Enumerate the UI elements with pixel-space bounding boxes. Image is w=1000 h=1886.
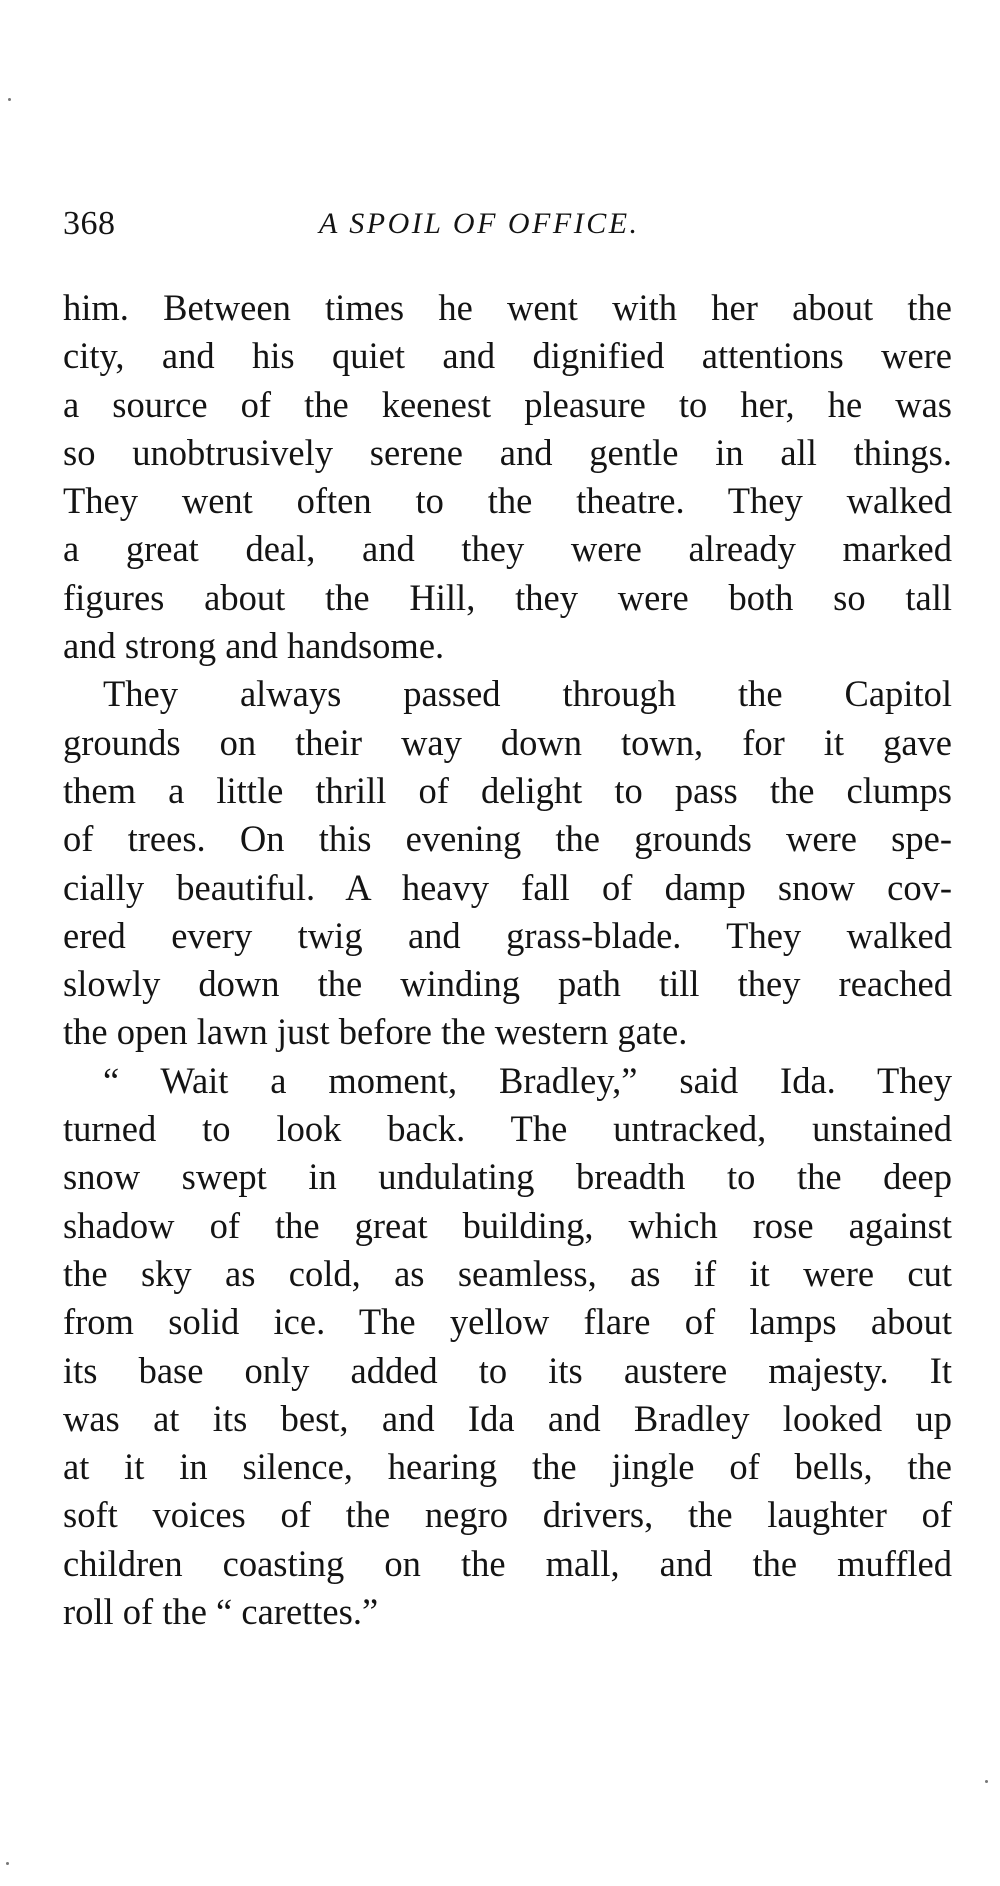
text-line: a source of the keenest pleasure to her, he was <box>63 383 952 425</box>
text-line: They went often to the theatre. They walked <box>63 480 952 522</box>
text-line: the open lawn just before the western gate. <box>63 1011 688 1053</box>
text-line: turned to look back. The untracked, unstained <box>63 1108 952 1150</box>
body-text <box>63 284 952 1636</box>
text-line: figures about the Hill, they were both so tall <box>63 576 952 618</box>
text-line: from solid ice. The yellow flare of lamps about <box>63 1301 952 1343</box>
page-speck <box>6 1862 9 1865</box>
text-line: They always passed through the Capitol <box>103 673 952 715</box>
text-line: them a little thrill of delight to pass the clumps <box>63 769 952 811</box>
text-line: roll of the “ carettes.” <box>63 1591 379 1633</box>
text-line: its base only added to its austere majesty. It <box>63 1349 952 1391</box>
page-speck <box>985 1780 988 1783</box>
text-line: him. Between times he went with her about the <box>63 287 952 328</box>
text-line: “ Wait a moment, Bradley,” said Ida. They <box>103 1059 952 1101</box>
running-head <box>63 196 953 252</box>
text-line: slowly down the winding path till they reached <box>63 963 952 1005</box>
text-line: ered every twig and grass-blade. They walked <box>63 914 952 956</box>
text-line: children coasting on the mall, and the muffled <box>63 1542 952 1584</box>
page-number: 368 <box>63 205 116 242</box>
text-line: shadow of the great building, which rose against <box>63 1204 952 1246</box>
running-title: A SPOIL OF OFFICE. <box>319 207 640 240</box>
text-line: of trees. On this evening the grounds were spe- <box>63 818 952 860</box>
text-line: was at its best, and Ida and Bradley looked up <box>63 1397 952 1439</box>
text-line: cially beautiful. A heavy fall of damp snow cov- <box>63 866 952 908</box>
text-line: so unobtrusively serene and gentle in all things. <box>63 431 952 473</box>
text-line: at it in silence, hearing the jingle of bells, the <box>63 1446 952 1488</box>
text-line: city, and his quiet and dignified attentions were <box>63 335 952 377</box>
text-line: snow swept in undulating breadth to the deep <box>63 1156 952 1198</box>
text-line: soft voices of the negro drivers, the laughter of <box>63 1494 952 1536</box>
text-line: the sky as cold, as seamless, as if it were cut <box>63 1252 952 1294</box>
text-line: a great deal, and they were already marked <box>63 528 952 570</box>
text-line: grounds on their way down town, for it gave <box>63 721 952 763</box>
page-speck <box>8 98 11 101</box>
text-line: and strong and handsome. <box>63 625 445 667</box>
